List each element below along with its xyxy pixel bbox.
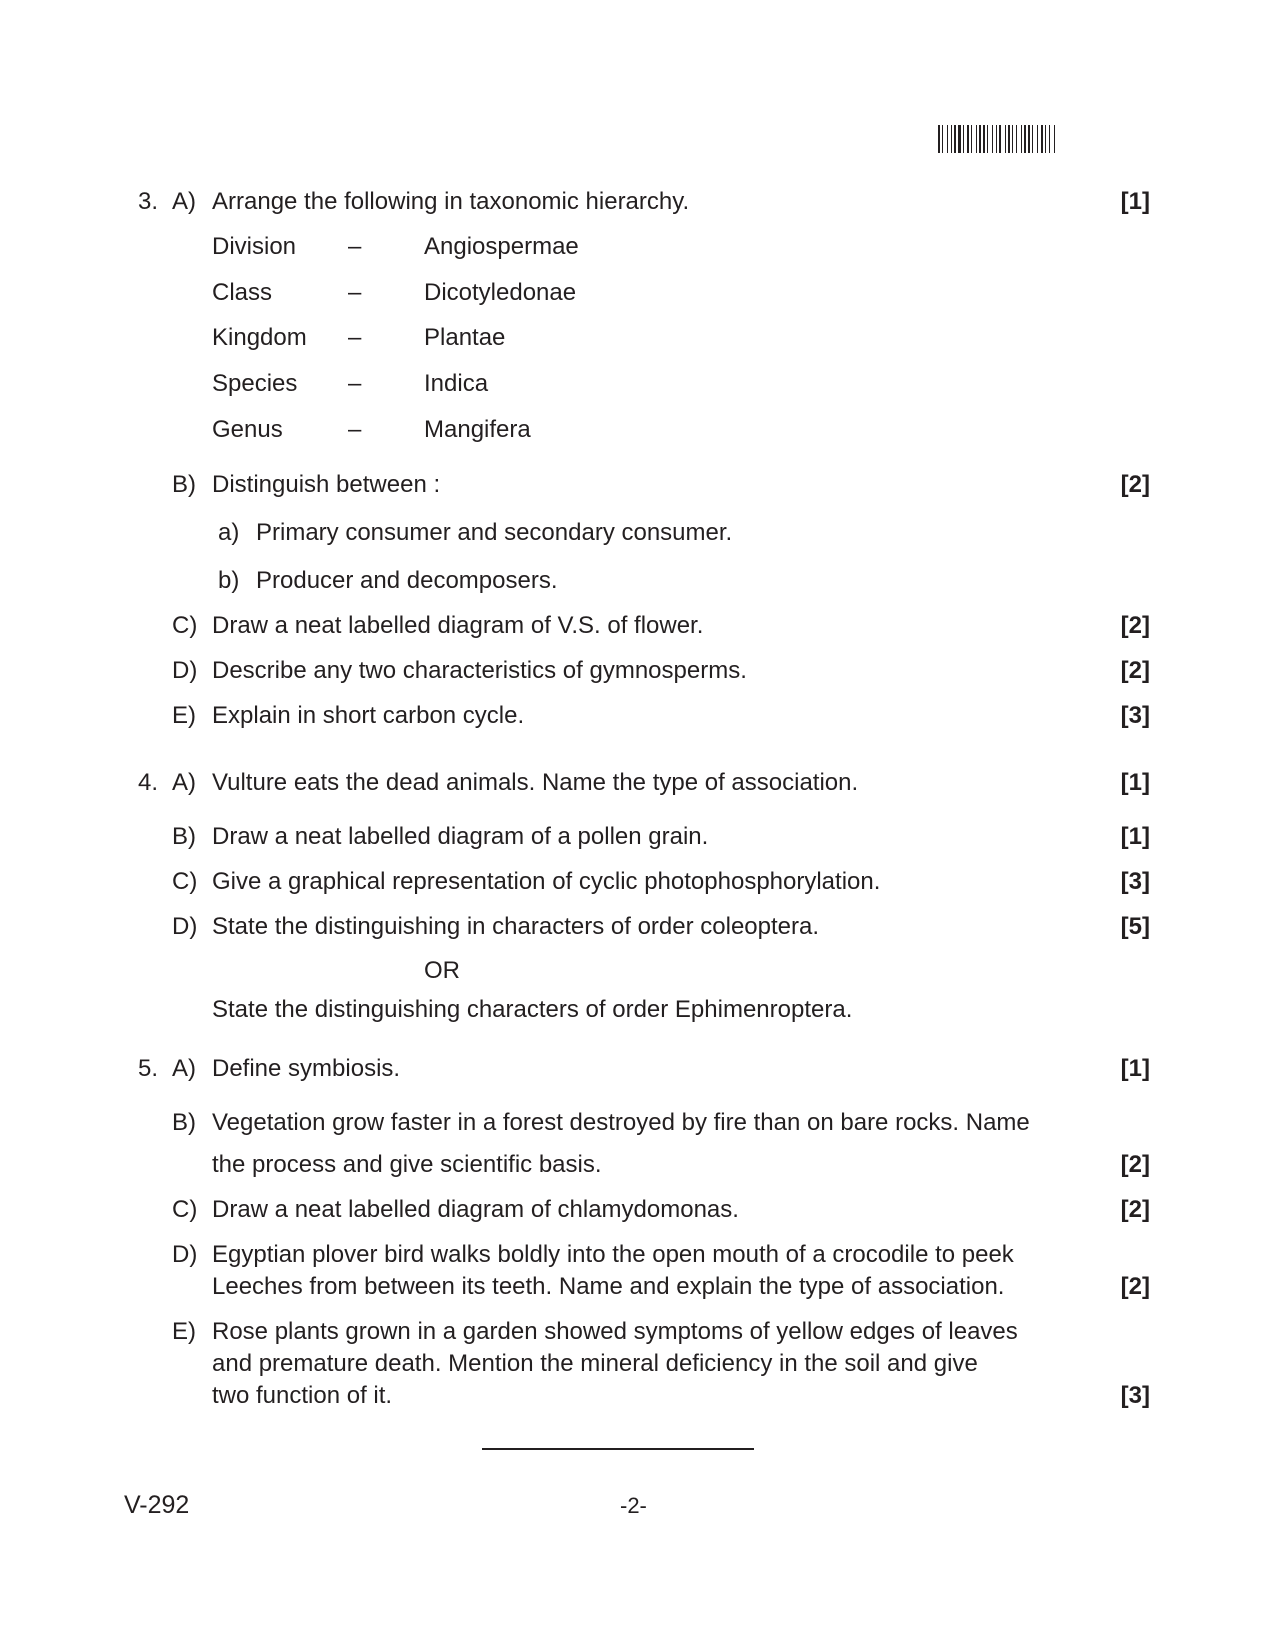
q3-d-marks: [2] (1120, 657, 1150, 684)
question-4-number: 4. (137, 769, 158, 796)
taxonomy-rank: Division (212, 233, 297, 260)
q4-d-or: OR (424, 957, 460, 984)
q5-e-letter: E) (172, 1318, 196, 1345)
q5-d-letter: D) (172, 1241, 198, 1268)
q3-e-text: Explain in short carbon cycle. (212, 702, 525, 729)
q4-c-letter: C) (172, 868, 198, 895)
taxonomy-dash: – (348, 370, 362, 397)
q4-b-text: Draw a neat labelled diagram of a pollen grain. (212, 823, 709, 850)
taxonomy-name: Angiospermae (424, 233, 579, 260)
q4-b-marks: [1] (1120, 823, 1150, 850)
q3-d-text: Describe any two characteristics of gymnosperms. (212, 657, 747, 684)
q5-e-line2: and premature death. Mention the mineral deficiency in the soil and give (212, 1350, 978, 1377)
q5-e-line3: two function of it. (212, 1382, 393, 1409)
q5-b-letter: B) (172, 1109, 196, 1136)
taxonomy-dash: – (348, 279, 362, 306)
q3-c-marks: [2] (1120, 612, 1150, 639)
q3-b-letter: B) (172, 471, 196, 498)
question-5-number: 5. (137, 1055, 158, 1082)
taxonomy-dash: – (348, 416, 362, 443)
barcode-icon (938, 125, 1148, 153)
taxonomy-rank: Class (212, 279, 273, 306)
q3-b-sub-a-letter: a) (218, 519, 240, 546)
q3-b-sub-b-letter: b) (218, 567, 240, 594)
taxonomy-name: Mangifera (424, 416, 531, 443)
footer-page-number: -2- (620, 1493, 647, 1518)
q5-a-marks: [1] (1120, 1055, 1150, 1082)
q3-b-marks: [2] (1120, 471, 1150, 498)
taxonomy-rank: Kingdom (212, 324, 307, 351)
q3-a-letter: A) (172, 188, 196, 215)
q3-c-letter: C) (172, 612, 198, 639)
q3-e-marks: [3] (1120, 702, 1150, 729)
q5-e-marks: [3] (1120, 1382, 1150, 1409)
q3-a-marks: [1] (1120, 188, 1150, 215)
q4-a-text: Vulture eats the dead animals. Name the type of association. (212, 769, 859, 796)
taxonomy-dash: – (348, 233, 362, 260)
q5-b-line1: Vegetation grow faster in a forest destroyed by fire than on bare rocks. Name (212, 1109, 1030, 1136)
q3-b-sub-a-text: Primary consumer and secondary consumer. (256, 519, 733, 546)
q3-e-letter: E) (172, 702, 196, 729)
q4-a-letter: A) (172, 769, 196, 796)
q5-b-line2: the process and give scientific basis. (212, 1151, 602, 1178)
q5-b-marks: [2] (1120, 1151, 1150, 1178)
q4-c-text: Give a graphical representation of cyclic photophosphorylation. (212, 868, 881, 895)
q5-a-text: Define symbiosis. (212, 1055, 401, 1082)
q5-d-marks: [2] (1120, 1273, 1150, 1300)
q4-b-letter: B) (172, 823, 196, 850)
taxonomy-dash: – (348, 324, 362, 351)
taxonomy-name: Indica (424, 370, 489, 397)
taxonomy-rank: Genus (212, 416, 283, 443)
q4-d-alt-text: State the distinguishing characters of order Ephimenroptera. (212, 996, 853, 1023)
q4-d-text: State the distinguishing in characters of order coleoptera. (212, 913, 820, 940)
q5-c-marks: [2] (1120, 1196, 1150, 1223)
q4-d-marks: [5] (1120, 913, 1150, 940)
q5-a-letter: A) (172, 1055, 196, 1082)
q5-c-text: Draw a neat labelled diagram of chlamydomonas. (212, 1196, 739, 1223)
end-divider (482, 1448, 754, 1450)
q5-c-letter: C) (172, 1196, 198, 1223)
q3-b-text: Distinguish between : (212, 471, 441, 498)
q3-c-text: Draw a neat labelled diagram of V.S. of flower. (212, 612, 704, 639)
q4-d-letter: D) (172, 913, 198, 940)
q5-e-line1: Rose plants grown in a garden showed symptoms of yellow edges of leaves (212, 1318, 1018, 1345)
q4-a-marks: [1] (1120, 769, 1150, 796)
q5-d-line2: Leeches from between its teeth. Name and explain the type of association. (212, 1273, 1005, 1300)
q3-a-text: Arrange the following in taxonomic hierarchy. (212, 188, 690, 215)
taxonomy-name: Dicotyledonae (424, 279, 577, 306)
question-3-number: 3. (137, 188, 158, 215)
taxonomy-name: Plantae (424, 324, 506, 351)
q3-d-letter: D) (172, 657, 198, 684)
footer-code: V-292 (124, 1491, 190, 1519)
taxonomy-rank: Species (212, 370, 298, 397)
q5-d-line1: Egyptian plover bird walks boldly into the open mouth of a crocodile to peek (212, 1241, 1014, 1268)
q4-c-marks: [3] (1120, 868, 1150, 895)
q3-b-sub-b-text: Producer and decomposers. (256, 567, 558, 594)
